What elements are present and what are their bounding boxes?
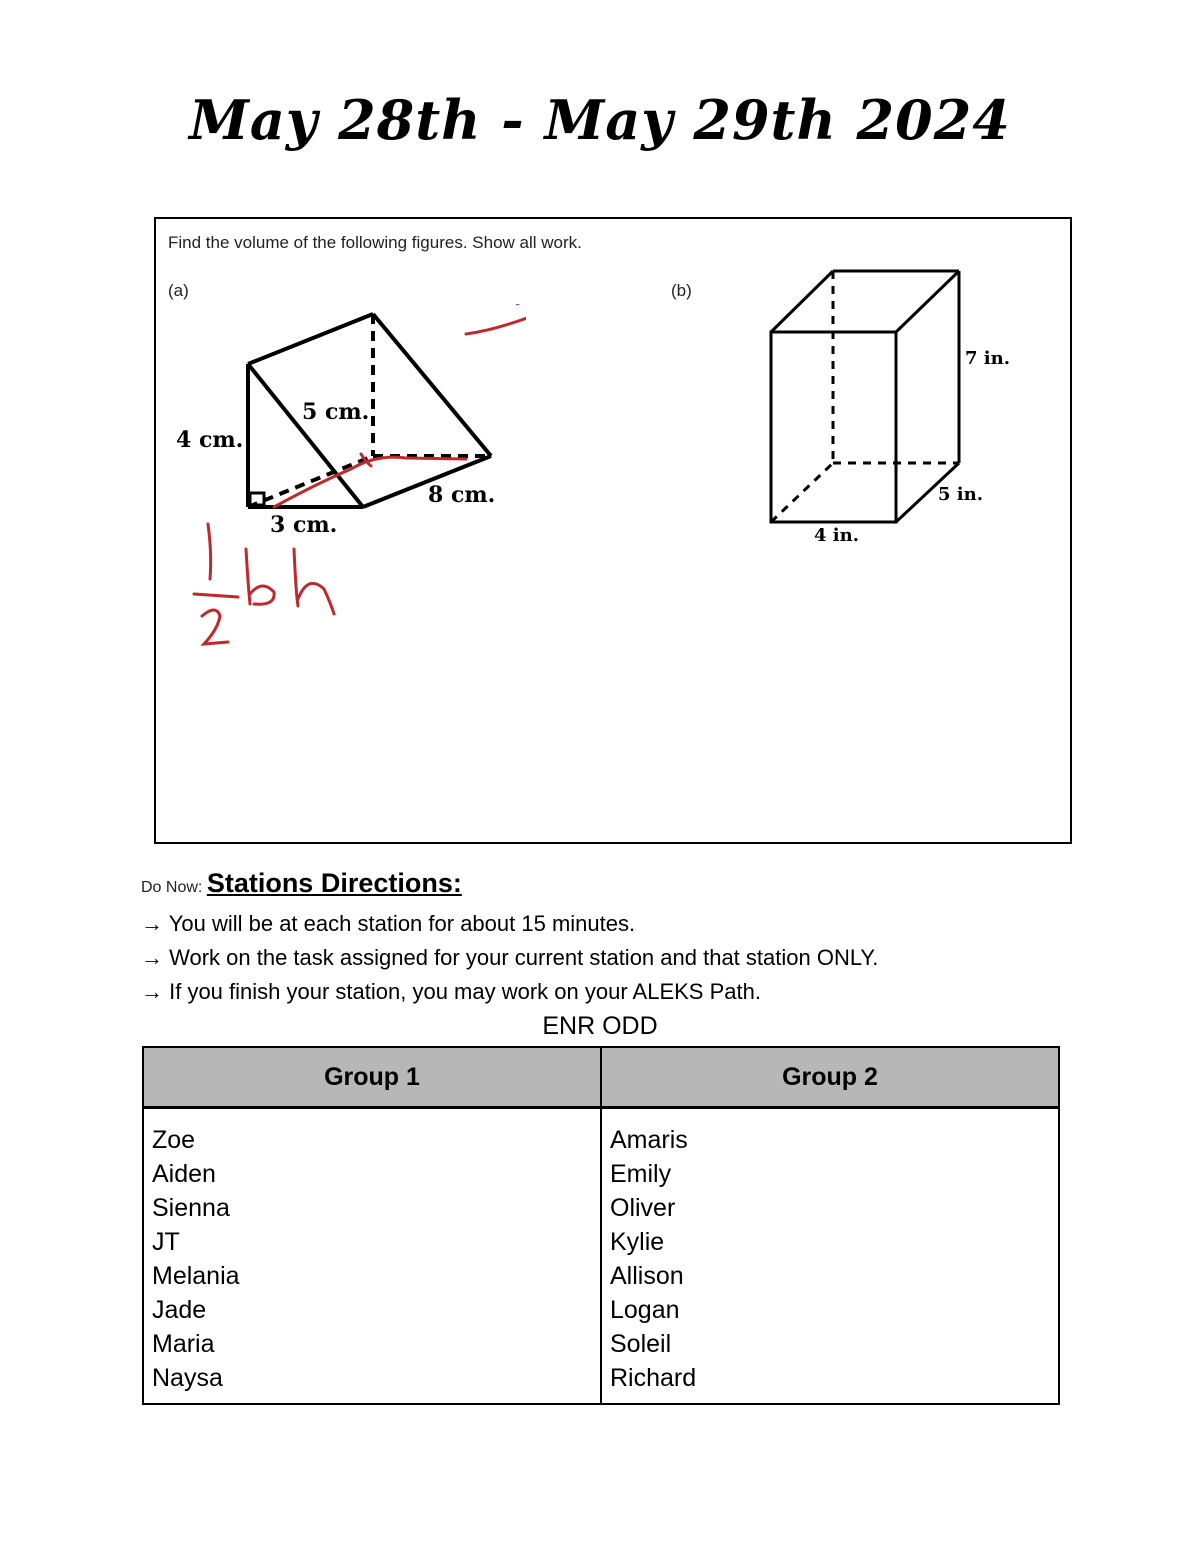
student-name: Jade [152, 1296, 207, 1324]
dim-5cm: 5 cm. [302, 399, 370, 425]
student-name: Sienna [152, 1194, 230, 1222]
student-name: Amaris [610, 1126, 688, 1154]
student-name: Maria [152, 1330, 215, 1358]
group-1-names [143, 1108, 601, 1405]
page-title: May 28th - May 29th 2024 [189, 88, 1011, 152]
figure-b-label: (b) [671, 281, 692, 300]
student-name: Oliver [610, 1194, 676, 1222]
rectangular-prism-figure [756, 259, 1056, 559]
student-name: Kylie [610, 1228, 665, 1256]
student-name: Allison [610, 1262, 684, 1290]
do-now-prefix: Do Now: [141, 879, 203, 896]
group-caption: ENR ODD [542, 1012, 658, 1040]
work-box [154, 217, 1072, 844]
dim-8cm: 8 cm. [428, 482, 496, 508]
student-name: JT [152, 1228, 180, 1256]
student-name: Emily [610, 1160, 672, 1188]
do-now-heading [141, 868, 462, 899]
student-name: Logan [610, 1296, 680, 1324]
instructions-text: Find the volume of the following figures. Show all work. [168, 233, 582, 252]
dim-7in: 7 in. [965, 348, 1010, 369]
student-name: Richard [610, 1364, 697, 1392]
dim-5in: 5 in. [938, 484, 983, 505]
red-annotations [194, 304, 526, 644]
group-2-header: Group 2 [601, 1047, 1059, 1108]
dim-3cm: 3 cm. [270, 512, 338, 538]
direction-2: → Work on the task assigned for your current station and that station ONLY. [141, 945, 879, 970]
student-name: Naysa [152, 1364, 223, 1392]
group-2-names [601, 1108, 1059, 1405]
direction-1: → You will be at each station for about 15 minutes. [141, 911, 636, 936]
groups-table [142, 1046, 1060, 1405]
dim-4in: 4 in. [814, 525, 859, 546]
group-1-header: Group 1 [143, 1047, 601, 1108]
student-name: Soleil [610, 1330, 672, 1358]
student-name: Melania [152, 1262, 240, 1290]
student-name: Zoe [152, 1126, 196, 1154]
stations-directions-title: Stations Directions: [206, 868, 462, 898]
figure-a-label: (a) [168, 281, 189, 300]
dim-4cm: 4 cm. [176, 427, 244, 453]
student-name: Aiden [152, 1160, 216, 1188]
triangular-prism-figure [166, 304, 526, 674]
direction-3: → If you finish your station, you may work on your ALEKS Path. [141, 979, 761, 1004]
